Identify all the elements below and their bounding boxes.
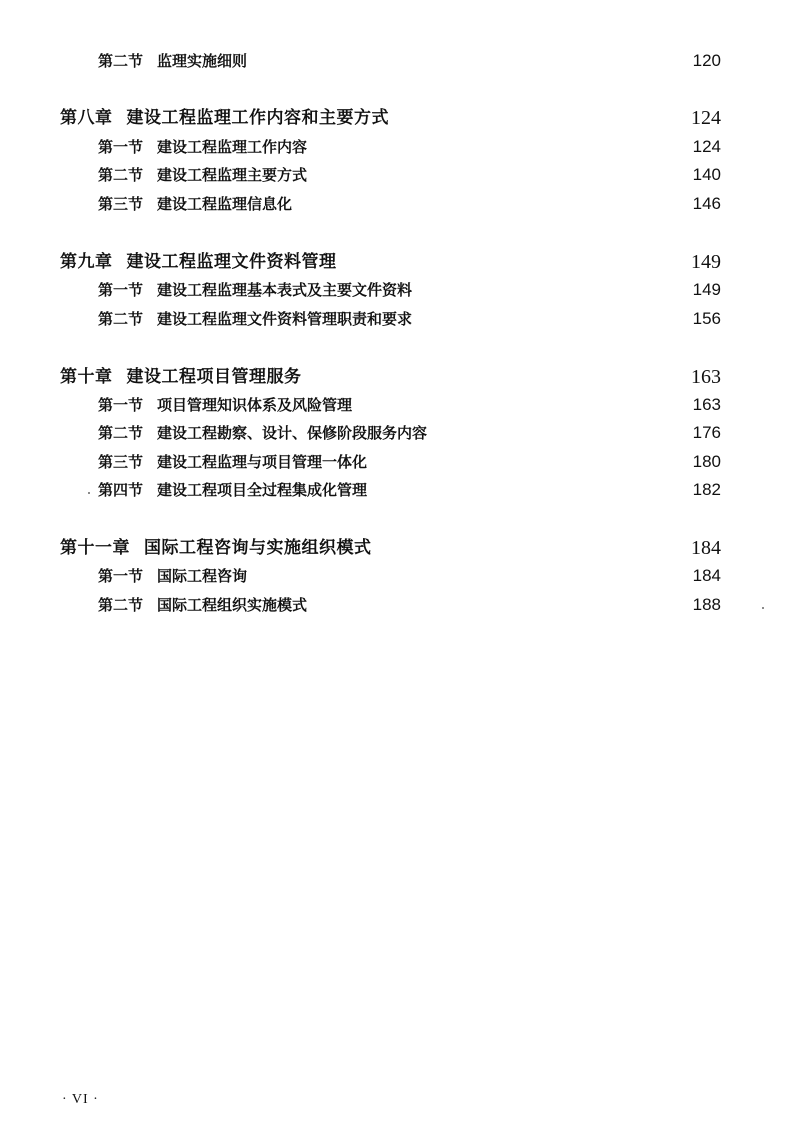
section-label bbox=[98, 305, 412, 333]
chapter-title: 建设工程监理文件资料管理 bbox=[126, 252, 337, 272]
toc-section-row bbox=[0, 276, 790, 304]
section-label bbox=[98, 591, 307, 619]
section-label bbox=[98, 190, 292, 218]
toc-chapter-row bbox=[0, 363, 790, 391]
section-number: 第二节 bbox=[98, 596, 144, 614]
section-page-number: 120 bbox=[692, 51, 721, 70]
chapter-page-number: 163 bbox=[691, 366, 721, 388]
toc-section-row bbox=[0, 133, 790, 161]
section-page-number: 163 bbox=[692, 395, 721, 414]
chapter-number: 第九章 bbox=[60, 252, 113, 272]
chapter-page-number: 149 bbox=[691, 251, 721, 273]
section-title: 国际工程咨询 bbox=[157, 567, 248, 585]
section-title: 项目管理知识体系及风险管理 bbox=[157, 396, 353, 414]
toc-section-row bbox=[0, 448, 790, 476]
section-page-number: 146 bbox=[692, 194, 721, 213]
section-number: 第二节 bbox=[98, 166, 144, 184]
section-title: 监理实施细则 bbox=[157, 52, 248, 70]
section-number: 第一节 bbox=[98, 138, 144, 156]
section-number: 第三节 bbox=[98, 195, 144, 213]
section-page-number: 184 bbox=[692, 566, 721, 585]
toc-chapter-row bbox=[0, 534, 790, 562]
section-label bbox=[98, 161, 307, 189]
section-title: 建设工程监理文件资料管理职责和要求 bbox=[157, 310, 413, 328]
section-page-number: 176 bbox=[692, 423, 721, 442]
section-label bbox=[98, 562, 247, 590]
section-number: 第一节 bbox=[98, 281, 144, 299]
chapter-label bbox=[60, 248, 337, 276]
scan-speck bbox=[88, 492, 90, 494]
toc-section-row bbox=[0, 305, 790, 333]
chapter-title: 国际工程咨询与实施组织模式 bbox=[144, 538, 372, 558]
chapter-number: 第十一章 bbox=[60, 538, 130, 558]
section-page-number: 182 bbox=[692, 480, 721, 499]
toc-chapter-row bbox=[0, 248, 790, 276]
section-title: 建设工程监理与项目管理一体化 bbox=[157, 453, 368, 471]
section-label bbox=[98, 448, 367, 476]
section-number: 第一节 bbox=[98, 396, 144, 414]
section-number: 第四节 bbox=[98, 481, 144, 499]
toc-section-row bbox=[0, 47, 790, 75]
page-number-footer: · VI · bbox=[62, 1092, 99, 1107]
toc-section-row bbox=[0, 161, 790, 189]
section-title: 建设工程监理信息化 bbox=[157, 195, 293, 213]
section-number: 第一节 bbox=[98, 567, 144, 585]
section-title: 建设工程勘察、设计、保修阶段服务内容 bbox=[157, 424, 428, 442]
section-page-number: 149 bbox=[692, 280, 721, 299]
chapter-number: 第十章 bbox=[60, 367, 113, 387]
chapter-label bbox=[60, 104, 389, 132]
section-title: 建设工程项目全过程集成化管理 bbox=[157, 481, 368, 499]
section-number: 第二节 bbox=[98, 52, 144, 70]
section-title: 建设工程监理主要方式 bbox=[157, 166, 308, 184]
section-number: 第二节 bbox=[98, 424, 144, 442]
section-label bbox=[98, 391, 352, 419]
section-page-number: 180 bbox=[692, 452, 721, 471]
section-page-number: 156 bbox=[692, 309, 721, 328]
section-page-number: 188 bbox=[692, 595, 721, 614]
chapter-number: 第八章 bbox=[60, 108, 113, 128]
section-title: 国际工程组织实施模式 bbox=[157, 596, 308, 614]
toc-section-row bbox=[0, 190, 790, 218]
toc-section-row bbox=[0, 391, 790, 419]
section-label bbox=[98, 476, 367, 504]
chapter-page-number: 124 bbox=[691, 107, 721, 129]
toc-section-row bbox=[0, 562, 790, 590]
toc-section-row bbox=[0, 476, 790, 504]
section-page-number: 140 bbox=[692, 165, 721, 184]
scan-speck bbox=[762, 607, 764, 609]
chapter-label bbox=[60, 534, 372, 562]
toc-section-row bbox=[0, 591, 790, 619]
toc-section-row bbox=[0, 419, 790, 447]
section-number: 第三节 bbox=[98, 453, 144, 471]
chapter-label bbox=[60, 363, 302, 391]
section-number: 第二节 bbox=[98, 310, 144, 328]
section-label bbox=[98, 419, 427, 447]
toc-chapter-row bbox=[0, 104, 790, 132]
section-label bbox=[98, 47, 247, 75]
section-title: 建设工程监理基本表式及主要文件资料 bbox=[157, 281, 413, 299]
chapter-page-number: 184 bbox=[691, 537, 721, 559]
section-title: 建设工程监理工作内容 bbox=[157, 138, 308, 156]
chapter-title: 建设工程监理工作内容和主要方式 bbox=[126, 108, 389, 128]
chapter-title: 建设工程项目管理服务 bbox=[126, 367, 302, 387]
section-label bbox=[98, 276, 412, 304]
section-label bbox=[98, 133, 307, 161]
section-page-number: 124 bbox=[692, 137, 721, 156]
